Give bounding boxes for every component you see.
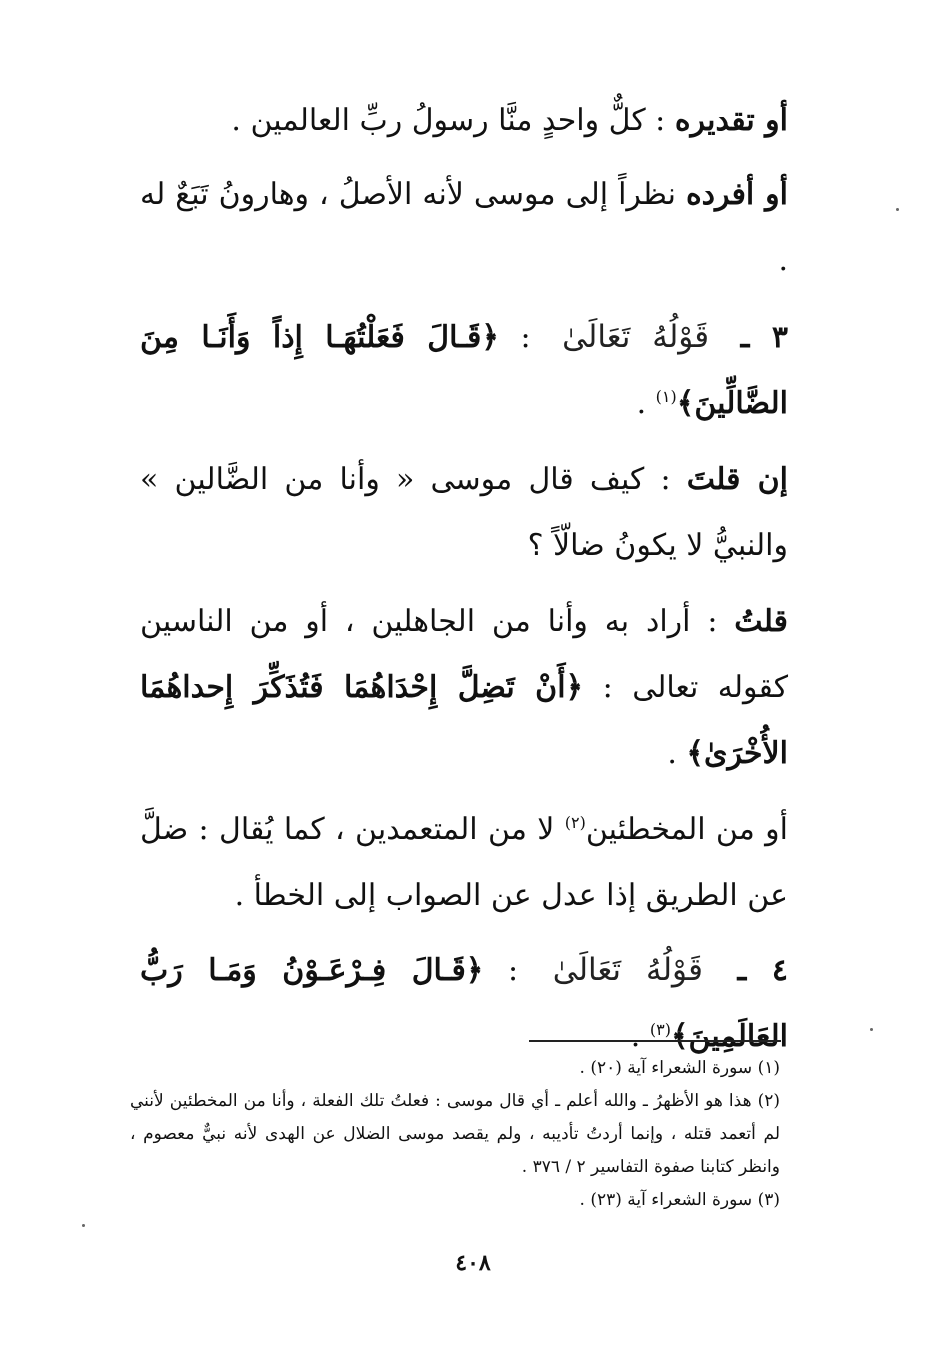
paragraph-in-qulta (140, 447, 788, 579)
paragraph-afradahu (140, 162, 788, 294)
scan-speck (82, 1224, 85, 1227)
quran-verse: ﴿أَنْ تَضِلَّ إِحْدَاهُمَا فَتُذَكِّرَ إِحداهُمَا الأُخْرَىٰ﴾ (140, 670, 788, 771)
scan-speck (896, 208, 899, 211)
footnotes (130, 1052, 780, 1217)
footnote-ref-3[interactable]: (٣) (649, 1020, 671, 1039)
paragraph-mukhti-in (140, 797, 788, 929)
footnote-2: (٢) هذا هو الأظهرُ ـ والله أعلم ـ أي قال موسى : فعلتُ تلك الفعلة ، وأنا من المخطئين لأنني لم أتعمد قتله ، وإنما أردتُ تأديبه ، ولم يقصد موسى الضلال عن الهدى لأنه نبيٌّ معصوم ، وانظر كتابنا صفوة التفاسير ٢ / ٣٧٦ . (130, 1091, 780, 1177)
end-mark: . (636, 386, 656, 421)
footnote-separator (529, 1040, 781, 1042)
section-number: ٣ ـ (740, 320, 788, 355)
lead-word: أو تقديره (674, 103, 788, 138)
paragraph-taqdiruh (140, 88, 788, 154)
end-mark: . (630, 1019, 650, 1054)
paragraph-text: : أراد به وأنا من الجاهلين ، أو من الناسين كقوله تعالى : (140, 604, 788, 705)
section-4 (140, 937, 788, 1070)
paragraph-text: لا من المتعمدين ، كما يُقال : ضلَّ عن الطريق إذا عدل عن الصواب إلى الخطأ . (140, 812, 788, 913)
main-text (140, 88, 788, 1078)
paragraph-text: : كيف قال موسى « وأنا من الضَّالين » والنبيُّ لا يكونُ ضالّاً ؟ (140, 462, 788, 563)
footnote-ref-1[interactable]: (١) (655, 387, 677, 406)
paragraph-text: نظراً إلى موسى لأنه الأصلُ ، وهارونُ تَبَعٌ له . (140, 177, 788, 278)
paragraph-text: أو من المخطئين (585, 812, 788, 847)
paragraph-text: : كلٌّ واحدٍ منَّا رسولُ ربِّ العالمين . (231, 103, 675, 138)
colon: : (498, 320, 553, 355)
end-mark: . (667, 736, 687, 771)
qawluhu-taala: قَوْلُهُ تَعَالَىٰ (552, 952, 703, 988)
footnote-3: (٣) سورة الشعراء آية (٢٣) . (579, 1190, 780, 1210)
colon: : (483, 953, 543, 988)
quran-verse: ﴿قَـالَ فَعَلْتُهَـا إِذاً وَأَنَـا مِنَ الضَّالِّينَ﴾ (140, 320, 788, 421)
paragraph-qultu (140, 589, 788, 787)
section-3 (140, 304, 788, 437)
lead-word: قلتُ (734, 604, 788, 639)
qawluhu-taala: قَوْلُهُ تَعَالَىٰ (562, 319, 710, 355)
footnote-ref-2[interactable]: (٢) (564, 813, 586, 832)
footnote-1: (١) سورة الشعراء آية (٢٠) . (579, 1058, 780, 1078)
lead-word: أو أفرده (685, 177, 788, 212)
scan-speck (870, 1028, 873, 1031)
page-number: ٤٠٨ (455, 1250, 491, 1276)
lead-word: إن قلتَ (686, 462, 788, 497)
quran-verse: ﴿قَـالَ فِـرْعَـوْنُ وَمَـا رَبُّ العَالَمِينَ﴾ (140, 953, 788, 1054)
section-number: ٤ ـ (737, 953, 788, 988)
